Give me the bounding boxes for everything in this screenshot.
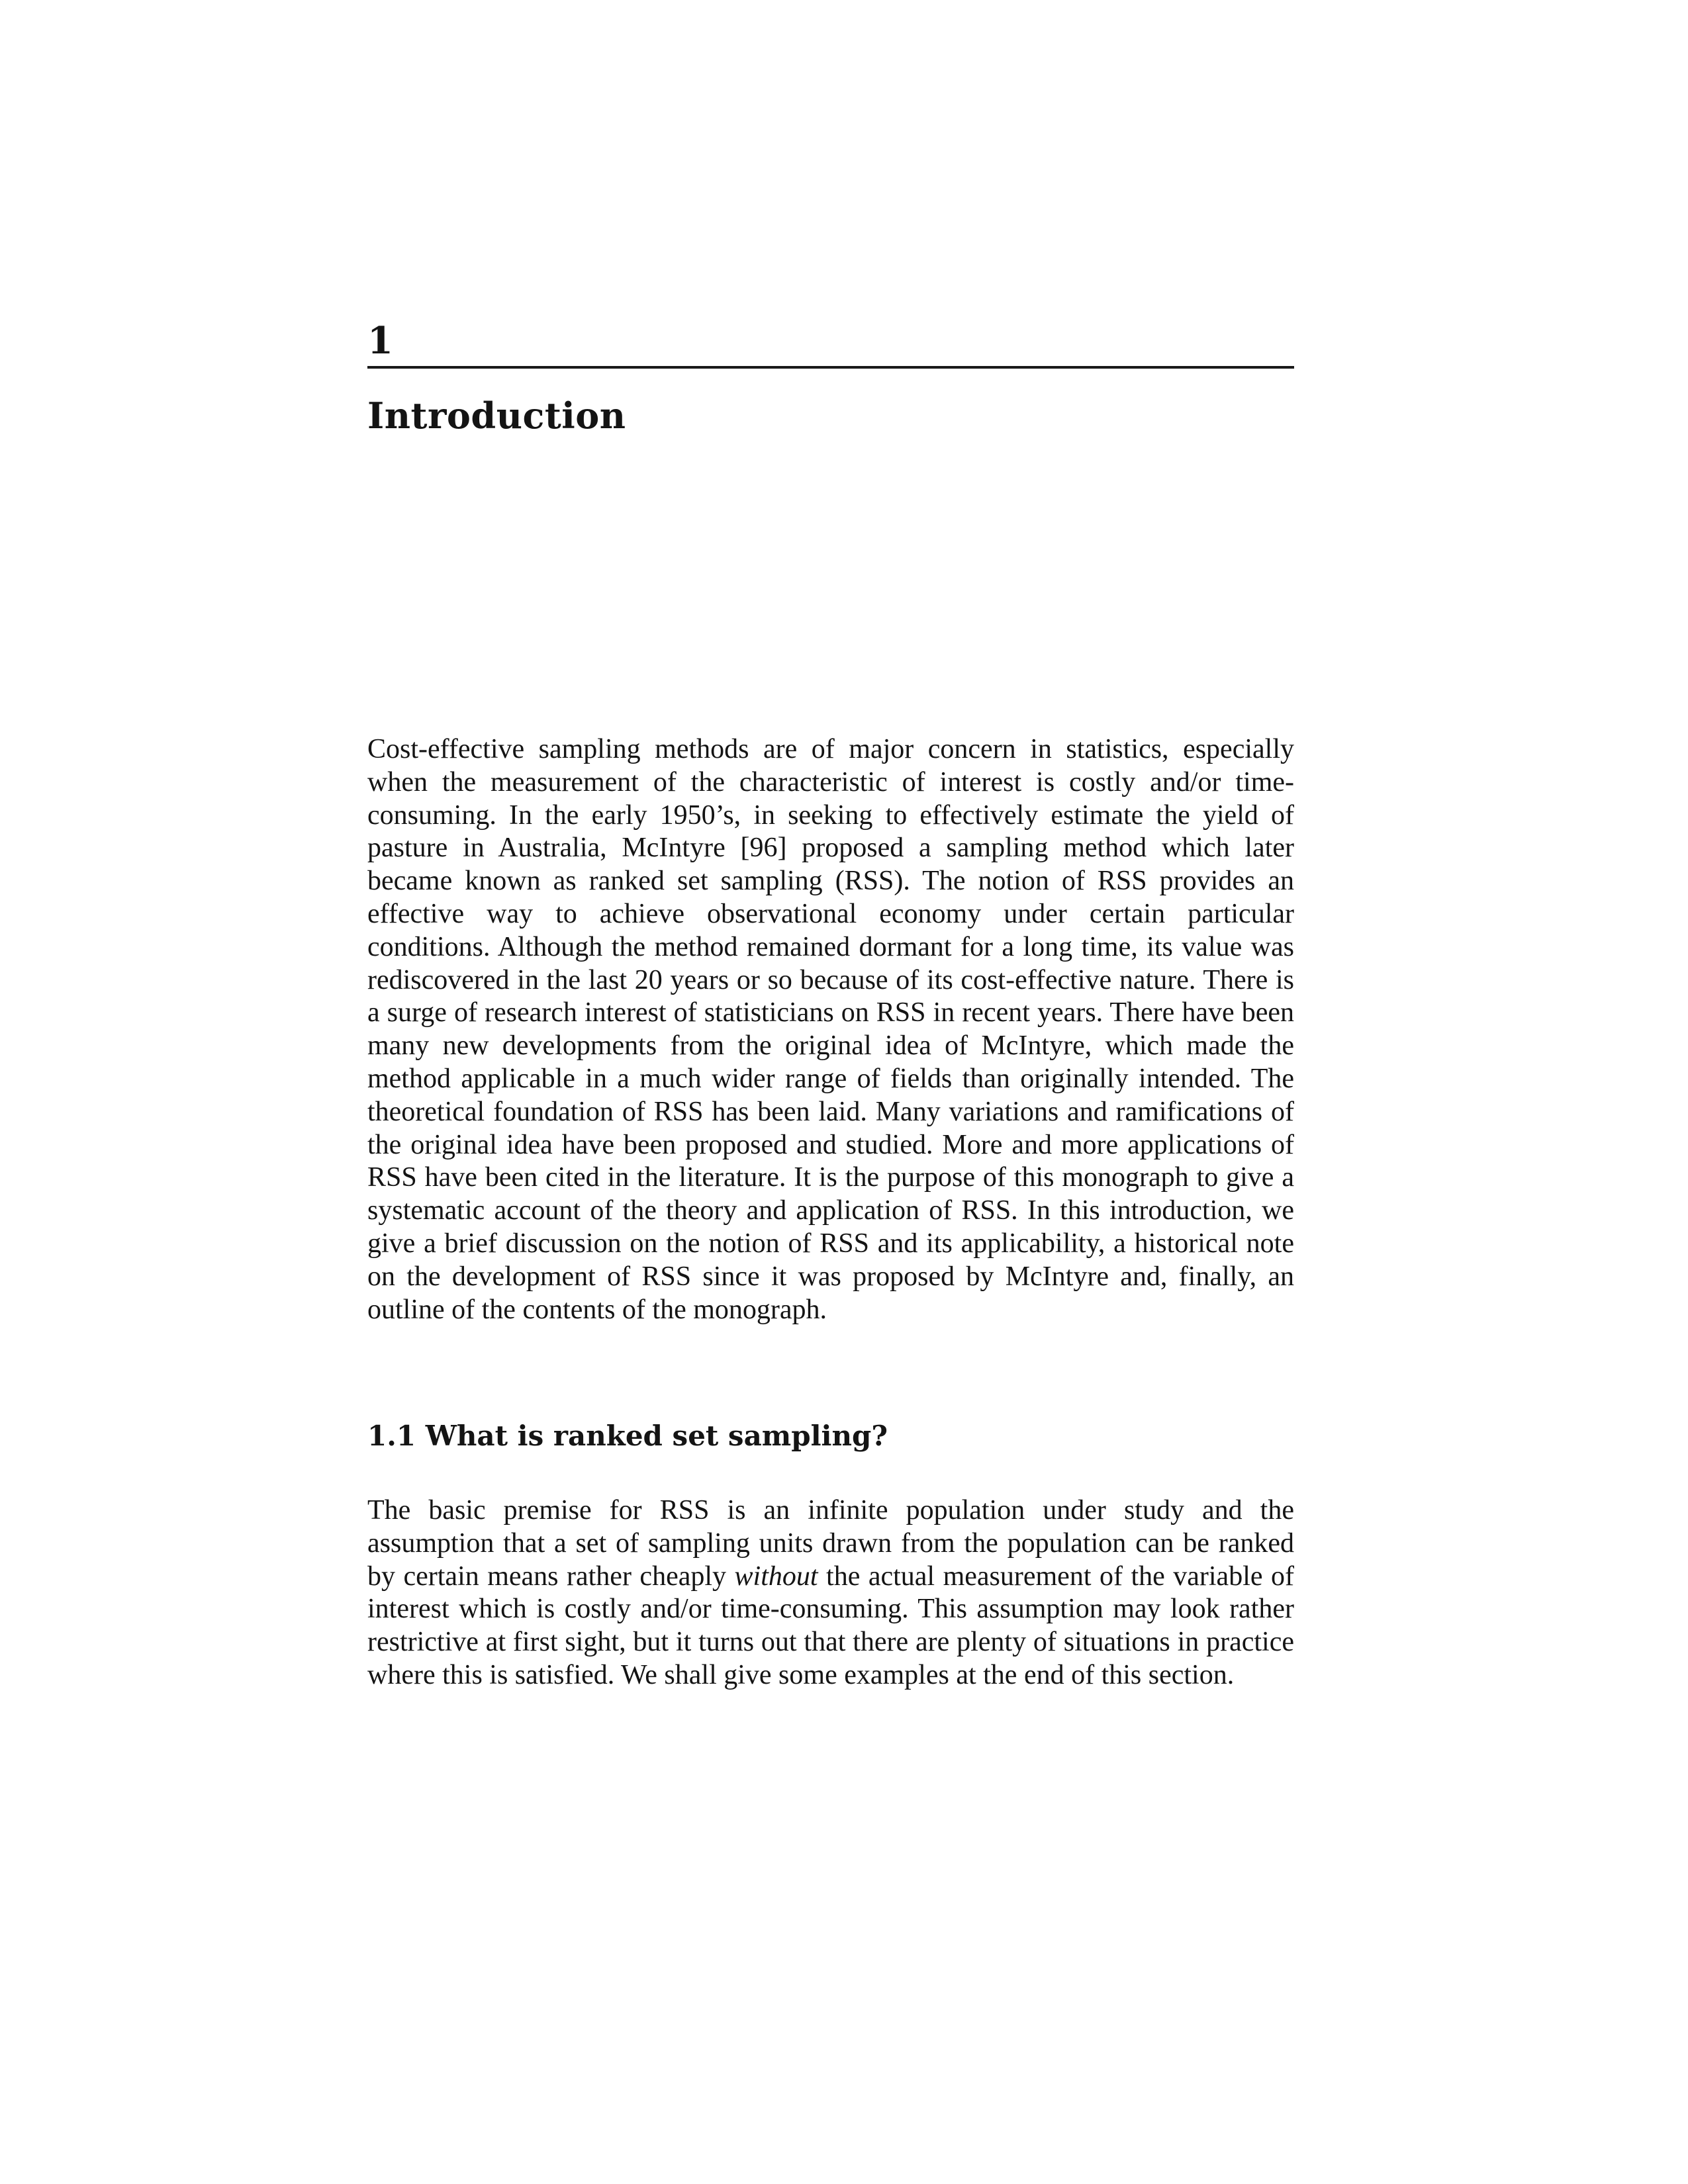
intro-paragraph: Cost-effective sampling methods are of major concern in statistics, especially when the measurement of the characteristic of interest is costly and/or time-consuming. In the early 1950’s, in seeking to effectively estimate the yield of pasture in Australia, McIntyre [96] proposed a sampling method which later became known as ranked set sampling (RSS). The notion of RSS provides an effective way to achieve observational economy under certain particular conditions. Although the method remained dormant for a long time, its value was rediscovered in the last 20 years or so because of its cost-effective nature. There is a surge of research interest of statisticians on RSS in recent years. There have been many new developments from the original idea of McIntyre, which made the method applicable in a much wider range of fields than originally intended. The theoretical foundation of RSS has been laid. Many variations and ramifications of the original idea have been proposed and studied. More and more applications of RSS have been cited in the literature. It is the purpose of this monograph to give a systematic account of the theory and application of RSS. In this introduction, we give a brief discussion on the notion of RSS and its applicability, a historical note on the development of RSS since it was proposed by McIntyre and, finally, an outline of the contents of the monograph. xyxy=(367,734,1294,1325)
section-text-before: The basic premise for RSS is an infinite population under study and the assumption that a set of sampling units drawn from the population can be ranked by certain means rather cheaply xyxy=(367,1495,1294,1592)
section-text-after: the actual measurement of the variable of interest which is costly and/or time-consuming. This assumption may look rather restrictive at first sight, but it turns out that there are plenty of situations in practice where this is satisfied. We shall give some examples at the end of this section. xyxy=(367,1561,1294,1690)
chapter-rule xyxy=(367,366,1294,369)
section-heading: 1.1 What is ranked set sampling? xyxy=(367,1420,888,1452)
section-paragraph xyxy=(367,1494,1294,1692)
section-italic-word: without xyxy=(734,1561,818,1592)
chapter-number: 1 xyxy=(367,319,393,363)
chapter-title: Introduction xyxy=(367,394,626,437)
